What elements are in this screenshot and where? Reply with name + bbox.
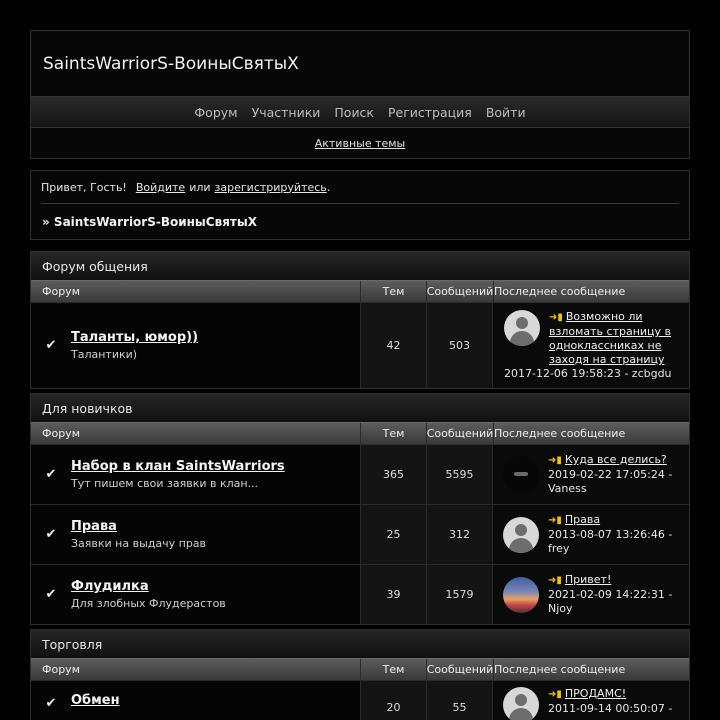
last-post-meta: 2011-09-14 00:50:07 - bbox=[548, 702, 673, 715]
category-trade bbox=[30, 629, 690, 720]
title-bar bbox=[31, 31, 689, 96]
breadcrumb[interactable]: » SaintsWarriorS-ВоиныСвятыХ bbox=[42, 215, 257, 229]
site-title[interactable]: SaintsWarriorS-ВоиныСвятыХ bbox=[43, 53, 299, 74]
site-header bbox=[30, 30, 690, 159]
login-link[interactable]: Войдите bbox=[135, 180, 186, 194]
col-last: Последнее сообщение bbox=[493, 281, 689, 302]
forum-title-link[interactable]: Права bbox=[71, 519, 117, 534]
category-title[interactable]: Для новичков bbox=[31, 394, 689, 422]
default-avatar-icon[interactable] bbox=[504, 310, 540, 346]
last-post-meta: 2013-08-07 13:26:46 - frey bbox=[548, 528, 673, 555]
nav-search[interactable]: Поиск bbox=[334, 104, 374, 120]
check-icon: ✔ bbox=[45, 467, 57, 482]
nav-login[interactable]: Войти bbox=[485, 104, 526, 120]
check-icon: ✔ bbox=[45, 696, 57, 711]
check-icon: ✔ bbox=[45, 587, 57, 602]
col-topics: Тем bbox=[361, 659, 427, 680]
default-avatar-icon[interactable] bbox=[503, 687, 539, 720]
last-post-meta: 2021-02-09 14:22:31 - Njoy bbox=[548, 588, 673, 615]
col-last: Последнее сообщение bbox=[493, 423, 689, 444]
col-forum: Форум bbox=[31, 659, 361, 680]
forum-description: Для злобных Флудерастов bbox=[71, 597, 226, 610]
goto-post-icon[interactable]: ➜▮ bbox=[548, 689, 562, 700]
nav-forum[interactable]: Форум bbox=[194, 104, 238, 120]
category-newbies bbox=[30, 393, 690, 625]
goto-post-icon[interactable]: ➜▮ bbox=[548, 515, 562, 526]
topics-count: 20 bbox=[361, 681, 427, 720]
col-topics: Тем bbox=[361, 281, 427, 302]
forum-title-link[interactable]: Обмен bbox=[71, 693, 120, 708]
goto-post-icon[interactable]: ➜▮ bbox=[549, 312, 563, 323]
goto-post-icon[interactable]: ➜▮ bbox=[548, 575, 562, 586]
sub-nav bbox=[31, 128, 689, 158]
or-text: или bbox=[189, 180, 211, 194]
topics-count: 39 bbox=[361, 565, 427, 624]
topics-count: 25 bbox=[361, 505, 427, 564]
greeting-text: Привет, Гость! bbox=[41, 180, 127, 194]
col-last: Последнее сообщение bbox=[493, 659, 689, 680]
last-post-meta: 2019-02-22 17:05:24 - Vaness bbox=[548, 468, 673, 495]
category-title[interactable]: Торговля bbox=[31, 630, 689, 658]
topics-count: 365 bbox=[361, 445, 427, 504]
last-post-link[interactable]: Возможно ли взломать страницу в одноклассниках не заходя на страницу bbox=[549, 310, 672, 366]
forum-title-link[interactable]: Набор в клан SaintsWarriors bbox=[71, 459, 285, 474]
category-title[interactable]: Форум общения bbox=[31, 252, 689, 280]
posts-count: 5595 bbox=[427, 445, 493, 504]
forum-row bbox=[31, 504, 689, 564]
default-avatar-icon[interactable] bbox=[503, 517, 539, 553]
posts-count: 1579 bbox=[427, 565, 493, 624]
topics-count: 42 bbox=[361, 303, 427, 388]
goto-post-icon[interactable]: ➜▮ bbox=[548, 455, 562, 466]
posts-count: 312 bbox=[427, 505, 493, 564]
forum-row bbox=[31, 564, 689, 624]
column-header bbox=[31, 422, 689, 444]
last-post-link[interactable]: Куда все делись? bbox=[564, 453, 667, 466]
forum-title-link[interactable]: Таланты, юмор)) bbox=[71, 330, 199, 345]
col-posts: Сообщений bbox=[427, 663, 493, 676]
register-link[interactable]: зарегистрируйтесь bbox=[214, 180, 327, 194]
dark-avatar-icon[interactable] bbox=[503, 457, 539, 493]
column-header bbox=[31, 658, 689, 680]
forum-title-link[interactable]: Флудилка bbox=[71, 579, 149, 594]
welcome-box bbox=[30, 170, 690, 240]
col-forum: Форум bbox=[31, 423, 361, 444]
category-forum-general bbox=[30, 251, 690, 389]
last-post-link[interactable]: ПРОДАМС! bbox=[564, 687, 627, 700]
last-post-link[interactable]: Права bbox=[564, 513, 601, 526]
col-posts: Сообщений bbox=[427, 427, 493, 440]
last-post-meta: 2017-12-06 19:58:23 - zcbgdu bbox=[504, 367, 672, 380]
col-topics: Тем bbox=[361, 423, 427, 444]
nav-members[interactable]: Участники bbox=[251, 104, 321, 120]
greeting-line bbox=[41, 171, 679, 204]
forum-row bbox=[31, 444, 689, 504]
check-icon: ✔ bbox=[45, 527, 57, 542]
column-header bbox=[31, 280, 689, 302]
forum-description: Заявки на выдачу прав bbox=[71, 537, 207, 550]
nav-register[interactable]: Регистрация bbox=[387, 104, 472, 120]
check-icon: ✔ bbox=[45, 338, 57, 353]
posts-count: 55 bbox=[427, 681, 493, 720]
main-nav bbox=[31, 96, 689, 128]
col-forum: Форум bbox=[31, 281, 361, 302]
forum-row bbox=[31, 302, 689, 388]
col-posts: Сообщений bbox=[427, 285, 493, 298]
dot-text: . bbox=[326, 180, 331, 194]
sunset-avatar-icon[interactable] bbox=[503, 577, 539, 613]
last-post-link[interactable]: Привет! bbox=[564, 573, 612, 586]
forum-description: Тут пишем свои заявки в клан... bbox=[71, 477, 259, 490]
forum-description: Талантики) bbox=[71, 348, 138, 361]
forum-row bbox=[31, 680, 689, 720]
active-topics-link[interactable]: Активные темы bbox=[314, 136, 406, 150]
posts-count: 503 bbox=[427, 303, 493, 388]
